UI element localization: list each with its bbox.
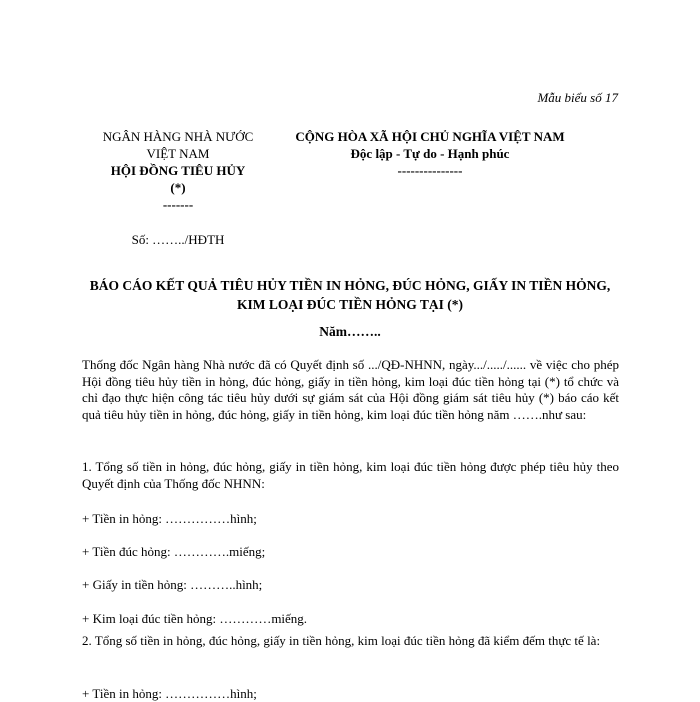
issuer-header xyxy=(78,128,278,248)
council-name: HỘI ĐỒNG TIÊU HỦY xyxy=(110,163,246,178)
bank-name-line1: NGÂN HÀNG NHÀ NƯỚC xyxy=(102,129,254,144)
national-rule: --------------- xyxy=(397,163,463,178)
intro-paragraph: Thống đốc Ngân hàng Nhà nước đã có Quyết định số .../QĐ-NHNN, ngày.../...../...... về việc cho phép Hội đồng tiêu hủy tiền in hỏng, đúc hỏng, giấy in tiền hỏng, kim loại đúc tiền hỏng tại (*) tổ chức và chỉ đạo thực hiện công tác tiêu hủy dưới sự giám sát của Hội đồng giám sát tiêu hủy (*) báo cáo kết quả tiêu hủy tiền in hỏng, đúc hỏng, giấy in tiền hỏng, kim loại đúc tiền hỏng năm …….như sau: xyxy=(82,357,619,422)
report-year: Năm…….. xyxy=(319,324,381,339)
section2-heading: 2. Tổng số tiền in hỏng, đúc hỏng, giấy in tiền hỏng, kim loại đúc tiền hỏng đã kiểm đếm thực tế là: xyxy=(82,633,601,648)
issuer-rule: ------- xyxy=(162,197,194,212)
national-motto: Độc lập - Tự do - Hạnh phúc xyxy=(350,146,510,161)
form-number: Mẫu biểu số 17 xyxy=(537,90,618,105)
national-header xyxy=(278,128,582,179)
report-title-line2: KIM LOẠI ĐÚC TIỀN HỎNG TẠI (*) xyxy=(236,297,464,312)
section1-item-printed: + Tiền in hỏng: ……………hình; xyxy=(82,511,257,526)
bank-name-line2: VIỆT NAM xyxy=(146,146,210,161)
section2-item-printed: + Tiền in hỏng: ……………hình; xyxy=(82,686,257,701)
country-name: CỘNG HÒA XÃ HỘI CHỦ NGHĨA VIỆT NAM xyxy=(295,129,565,144)
section1-item-metal: + Kim loại đúc tiền hỏng: …………miếng. xyxy=(82,611,308,626)
report-title xyxy=(70,276,630,314)
section1-item-minted: + Tiền đúc hỏng: ………….miếng; xyxy=(82,544,266,559)
report-title-line1: BÁO CÁO KẾT QUẢ TIÊU HỦY TIỀN IN HỎNG, ĐÚC HỎNG, GIẤY IN TIỀN HỎNG, xyxy=(89,278,611,293)
council-placeholder: (*) xyxy=(170,180,186,195)
section1-heading: 1. Tổng số tiền in hỏng, đúc hỏng, giấy in tiền hỏng, kim loại đúc tiền hỏng được phép tiêu hủy theo Quyết định của Thống đốc NHNN: xyxy=(82,459,619,491)
section1-item-paper: + Giấy in tiền hỏng: ………..hình; xyxy=(82,577,263,592)
document-number: Số: ……../HĐTH xyxy=(131,232,225,247)
